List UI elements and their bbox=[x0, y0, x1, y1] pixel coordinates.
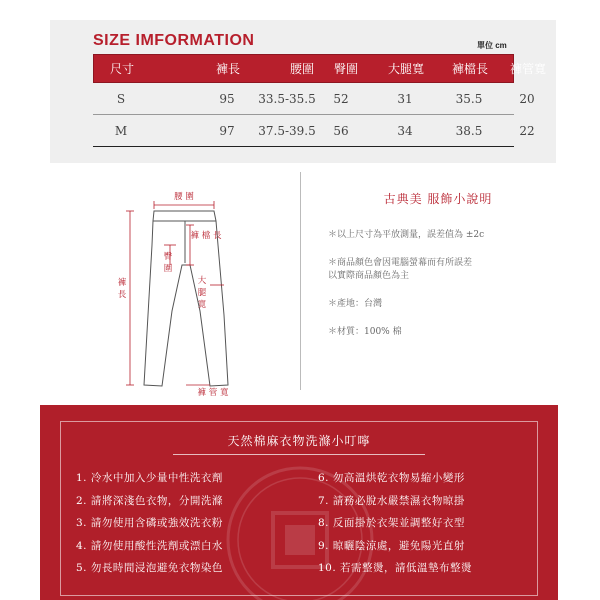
label-hip: 臀圍 bbox=[163, 252, 173, 274]
cell-hip: 52 bbox=[333, 92, 349, 106]
label-waist: 腰 圍 bbox=[174, 192, 194, 202]
header-thigh: 大腿寬 bbox=[387, 62, 424, 76]
garment-notes bbox=[318, 190, 558, 354]
measurement-guides bbox=[126, 201, 224, 385]
cell-size: S bbox=[116, 92, 126, 106]
list-item: 6. 勿高溫烘乾衣物易縮小變形 bbox=[318, 472, 465, 484]
cell-waist: 37.5-39.5 bbox=[258, 124, 316, 138]
cell-length: 95 bbox=[219, 92, 235, 106]
cell-hem: 22 bbox=[519, 124, 535, 138]
care-list-left bbox=[76, 467, 223, 580]
list-item: 7. 請務必脫水嚴禁濕衣物晾掛 bbox=[318, 494, 465, 507]
size-title: SIZE IMFORMATION bbox=[93, 32, 255, 49]
cell-hem: 20 bbox=[519, 92, 535, 106]
size-table-header bbox=[93, 54, 546, 83]
care-title: 天然棉麻衣物洗滌小叮嚀 bbox=[227, 434, 371, 448]
note-item: ＊商品顏色會因電腦螢幕而有所誤差 以實際商品顏色為主 bbox=[328, 258, 473, 281]
header-length: 褲長 bbox=[215, 62, 240, 76]
size-information-section bbox=[50, 20, 556, 163]
care-list-right bbox=[318, 467, 472, 580]
header-hip: 臀圍 bbox=[333, 62, 358, 76]
cell-rise: 38.5 bbox=[455, 124, 483, 138]
header-rise: 褲檔長 bbox=[451, 62, 488, 76]
cell-rise: 35.5 bbox=[455, 92, 483, 106]
list-item: 1. 冷水中加入少量中性洗衣劑 bbox=[76, 472, 223, 484]
label-rise: 褲 檔 長 bbox=[190, 231, 222, 241]
vertical-divider bbox=[300, 172, 301, 390]
notes-title: 古典美 服飾小說明 bbox=[383, 192, 493, 206]
label-thigh: 大腿寬 bbox=[197, 276, 207, 310]
cell-length: 97 bbox=[219, 124, 235, 138]
list-item: 8. 反面掛於衣架並調整好衣型 bbox=[318, 517, 465, 529]
note-item: ＊產地：台灣 bbox=[328, 299, 383, 309]
cell-thigh: 31 bbox=[397, 92, 413, 106]
cell-waist: 33.5-35.5 bbox=[258, 92, 316, 106]
list-item: 4. 請勿使用酸性洗劑或漂白水 bbox=[76, 539, 223, 552]
cell-thigh: 34 bbox=[397, 124, 413, 138]
header-waist: 腰圍 bbox=[289, 62, 314, 76]
list-item: 3. 請勿使用含磷或強效洗衣粉 bbox=[76, 517, 223, 529]
cell-size: M bbox=[114, 124, 128, 138]
label-hem: 褲 管 寬 bbox=[197, 388, 229, 398]
note-item: ＊以上尺寸為平放測量，誤差值為 ±2c bbox=[328, 230, 485, 240]
pants-measurement-diagram bbox=[110, 185, 260, 400]
cell-hip: 56 bbox=[333, 124, 349, 138]
note-item: ＊材質：100% 棉 bbox=[328, 327, 402, 337]
care-title-underline bbox=[173, 454, 425, 455]
list-item: 5. 勿長時間浸泡避免衣物染色 bbox=[76, 562, 223, 574]
header-hem: 褲管寬 bbox=[509, 62, 546, 76]
list-item: 10. 若需整燙，請低溫墊布整燙 bbox=[318, 562, 473, 574]
size-unit: 單位 cm bbox=[477, 41, 507, 50]
row-divider bbox=[93, 146, 514, 147]
diagram-labels bbox=[118, 191, 229, 398]
size-table bbox=[93, 54, 546, 147]
list-item: 2. 請將深淺色衣物，分開洗滌 bbox=[76, 494, 223, 507]
table-row bbox=[93, 83, 535, 115]
header-size: 尺寸 bbox=[109, 62, 134, 76]
washing-care-section bbox=[40, 405, 558, 600]
list-item: 9. 晾曬陰涼處，避免陽光直射 bbox=[318, 539, 465, 552]
care-frame bbox=[60, 421, 538, 596]
table-row bbox=[93, 115, 535, 147]
label-length: 褲長 bbox=[117, 278, 127, 300]
